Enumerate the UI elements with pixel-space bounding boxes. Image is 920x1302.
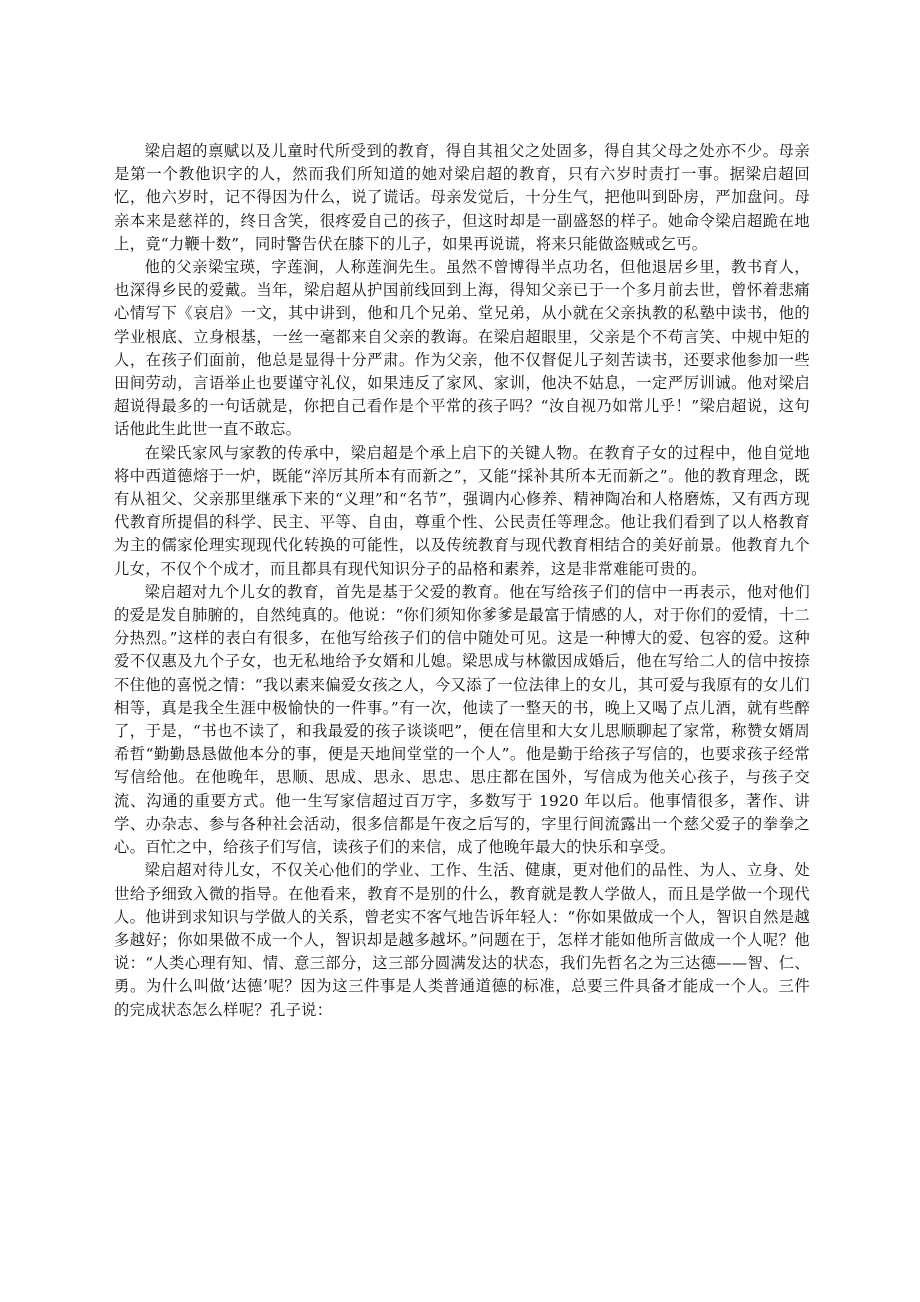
paragraph: 他的父亲梁宝瑛，字莲涧，人称莲涧先生。虽然不曾博得半点功名，但他退居乡里，教书育人，也深得乡民的爱戴。当年，梁启超从护国前线回到上海，得知父亲已于一个多月前去世，曾怀着悲痛心情写下《哀启》一文，其中讲到，他和几个兄弟、堂兄弟，从小就在父亲执教的私塾中读书，他的学业根底、立身根基，一丝一毫都来自父亲的教诲。在梁启超眼里，父亲是个不苟言笑、中规中矩的人，在孩子们面前，他总是显得十分严肃。作为父亲，他不仅督促儿子刻苦读书，还要求他参加一些田间劳动，言语举止也要谨守礼仪，如果违反了家风、家训，他决不姑息，一定严厉训诫。他对梁启超说得最多的一句话就是，你把自己看作是个平常的孩子吗？“汝自视乃如常儿乎！”梁启超说，这句话他此生此世一直不敢忘。	[114, 258, 810, 439]
paragraph: 梁启超对待儿女，不仅关心他们的学业、工作、生活、健康，更对他们的品性、为人、立身、处世给予细致入微的指导。在他看来，教育不是别的什么，教育就是教人学做人，而且是学做一个现代人。他讲到求知识与学做人的关系，曾老实不客气地告诉年轻人：“你如果做成一个人，智识自然是越多越好；你如果做不成一个人，智识却是越多越坏。”问题在于，怎样才能如他所言做成一个人呢？他说：“人类心理有知、情、意三部分，这三部分圆满发达的状态，我们先哲名之为三达德——智、仁、勇。为什么叫做‘达德’呢？因为这三件事是人类普通道德的标准，总要三件具备才能成一个人。三件的完成状态怎么样呢？孔子说：	[114, 861, 810, 1019]
document-body	[114, 140, 810, 1022]
paragraph: 梁启超的禀赋以及儿童时代所受到的教育，得自其祖父之处固多，得自其父母之处亦不少。母亲是第一个教他识字的人，然而我们所知道的她对梁启超的教育，只有六岁时责打一事。据梁启超回忆，他六岁时，记不得因为什么，说了谎话。母亲发觉后，十分生气，把他叫到卧房，严加盘问。母亲本来是慈祥的，终日含笑，很疼爱自己的孩子，但这时却是一副盛怒的样子。她命令梁启超跪在地上，竟“力鞭十数”，同时警告伏在膝下的儿子，如果再说谎，将来只能做盗贼或乞丐。	[114, 142, 810, 253]
paragraph: 在梁氏家风与家教的传承中，梁启超是个承上启下的关键人物。在教育子女的过程中，他自觉地将中西道德熔于一炉，既能“淬厉其所本有而新之”，又能“採补其所本无而新之”。他的教育理念，既有从祖父、父亲那里继承下来的“义理”和“名节”，强调内心修养、精神陶冶和人格磨炼，又有西方现代教育所提倡的科学、民主、平等、自由，尊重个性、公民责任等理念。他让我们看到了以人格教育为主的儒家伦理实现现代化转换的可能性，以及传统教育与现代教育相结合的美好前景。他教育九个儿女，不仅个个成才，而且都具有现代知识分子的品格和素养，这是非常难能可贵的。	[114, 443, 810, 578]
paragraph: 梁启超对九个儿女的教育，首先是基于父爱的教育。他在写给孩子们的信中一再表示，他对他们的爱是发自肺腑的，自然纯真的。他说：“你们须知你爹爹是最富于情感的人，对于你们的爱情，十二分热烈。”这样的表白有很多，在他写给孩子们的信中随处可见。这是一种博大的爱、包容的爱。这种爱不仅惠及九个子女，也无私地给予女婿和儿媳。梁思成与林徽因成婚后，他在写给二人的信中按捺不住他的喜悦之情：“我以素来偏爱女孩之人，今又添了一位法律上的女儿，其可爱与我原有的女儿们相等，真是我全生涯中极愉快的一件事。”有一次，他读了一整天的书，晚上又喝了点儿酒，就有些醉了，于是，“书也不读了，和我最爱的孩子谈谈吧”，便在信里和大女儿思顺聊起了家常，称赞女婿周希哲“勤勤恳恳做他本分的事，便是天地间堂堂的一个人”。他是勤于给孩子写信的，也要求孩子经常写信给他。在他晚年，思顺、思成、思永、思忠、思庄都在国外，写信成为他关心孩子，与孩子交流、沟通的重要方式。他一生写家信超过百万字，多数写于 1920 年以后。他事情很多，著作、讲学、办杂志、参与各种社会活动，很多信都是午夜之后写的，字里行间流露出一个慈父爱子的拳拳之心。百忙之中，给孩子们写信，读孩子们的来信，成了他晚年最大的快乐和享受。	[114, 582, 810, 857]
